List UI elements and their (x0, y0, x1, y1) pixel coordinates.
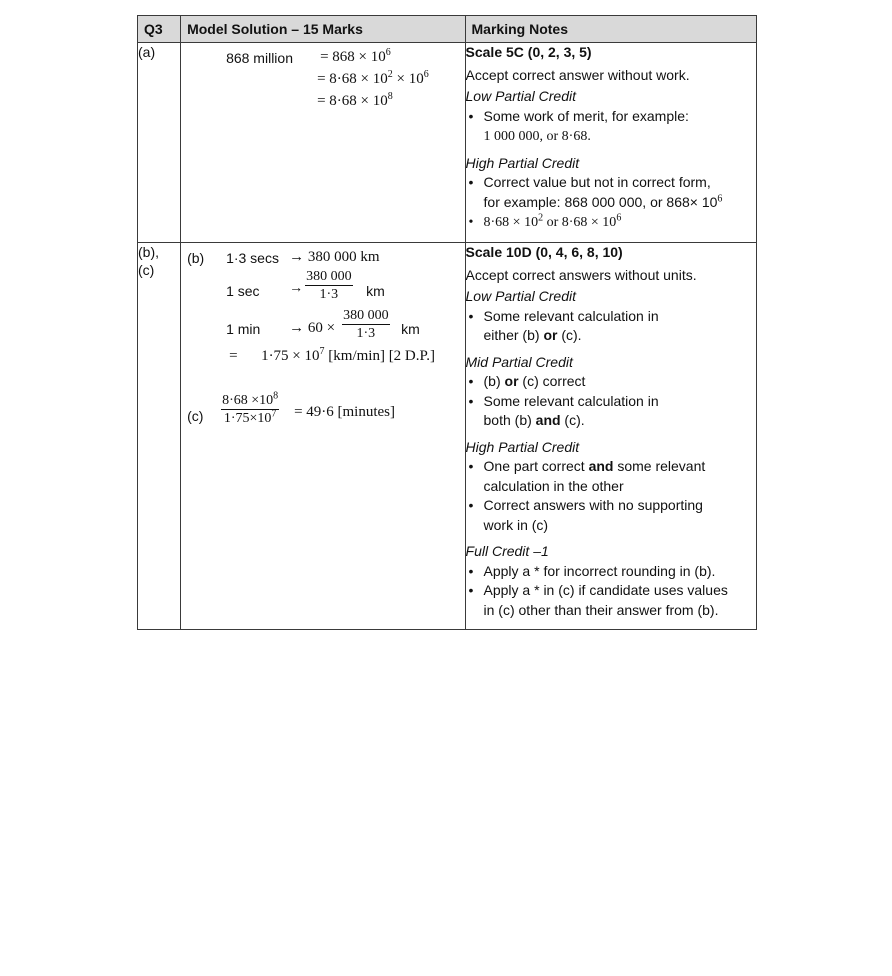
label-a: (a) (138, 43, 181, 243)
c-fraction: $\frac{8\cdot 68 \times 10^8}{1\cdot 75\times 10^7}$ (222, 390, 279, 426)
notes-a (465, 43, 756, 243)
header-question: Q3 (138, 16, 181, 43)
low-partial-title-a: Low Partial Credit (465, 88, 577, 104)
solution-a-line2: = $8\cdot 68 \times 10^2 \times 10^6$ (317, 69, 429, 87)
list-item: • Correct answers with no supporting work in (c) (466, 496, 756, 535)
low-partial-list-a (466, 107, 756, 147)
list-item: • Some relevant calculation in either (b) or (c). (466, 307, 756, 346)
mid-partial-title-bc: Mid Partial Credit (465, 353, 573, 370)
high-partial-list-a (466, 173, 756, 233)
low-partial-title-bc: Low Partial Credit (465, 288, 577, 304)
b-line2-arrow: → (289, 281, 304, 296)
b-result: $1\cdot 75 \times 10^7$ [km/min] [2 D.P.] (261, 346, 435, 364)
label-bc: (b), (c) (138, 243, 181, 630)
solution-a-line3: = $8\cdot 68 \times 10^8$ (317, 91, 393, 109)
solution-a-line1: = $868 \times 10^6$ (320, 47, 391, 65)
scale-bc: Scale 10D (0, 4, 6, 8, 10) (465, 244, 623, 260)
row-a (138, 43, 757, 243)
list-item: • Apply a * for incorrect rounding in (b). (466, 562, 756, 582)
row-bc (138, 243, 757, 630)
scale-a: Scale 5C (0, 2, 3, 5) (465, 44, 592, 60)
list-item: • (b) or (c) correct (466, 372, 756, 392)
b-line3-fraction: $\frac{380 000}{1\cdot 3}$ (343, 308, 389, 341)
high-partial-title-a: High Partial Credit (465, 154, 580, 171)
b-line3-km: km (401, 321, 420, 337)
part-b-label: (b) (187, 250, 205, 266)
high-partial-title-bc: High Partial Credit (465, 438, 580, 455)
b-line2-km: km (366, 283, 385, 299)
lhs-868-million: 868 million (226, 50, 293, 66)
header-row (138, 16, 757, 43)
part-c-label: (c) (187, 408, 204, 424)
list-item: • Apply a * in (c) if candidate uses values in (c) other than their answer from (b). (466, 581, 756, 620)
b-line2-fraction: $\frac{380 000}{1\cdot 3}$ (306, 269, 352, 302)
mid-partial-list-bc (466, 372, 756, 431)
header-marking-notes: Marking Notes (465, 16, 756, 43)
b-line3-pre: → 60 × (289, 320, 336, 336)
full-credit-title-bc: Full Credit –1 (465, 543, 549, 559)
solution-a (181, 43, 465, 243)
list-item: • Some relevant calculation in both (b) and (c). (466, 392, 756, 431)
high-partial-list-bc (466, 457, 756, 535)
b-line1-left: 1·3 secs (226, 250, 279, 266)
marking-scheme-table (137, 15, 757, 630)
b-line3-left: 1 min (226, 321, 261, 337)
list-item: • Correct value but not in correct form, for example: 868 000 000, or $868\times 10^6$ (466, 173, 756, 213)
list-item: • One part correct and some relevant calculation in the other (466, 457, 756, 496)
list-item: • $8\cdot 68 \times 10^2$ or $8\cdot 68 \times 10^6$ (466, 213, 756, 233)
b-result-eq: = (229, 348, 238, 364)
solution-bc (181, 243, 465, 630)
low-partial-list-bc (466, 307, 756, 346)
list-item: • Some work of merit, for example: 1 000 000, or 8·68. (466, 107, 756, 147)
full-credit-list-bc (466, 562, 756, 621)
header-model-solution: Model Solution – 15 Marks (181, 16, 465, 43)
notes-bc (465, 243, 756, 630)
b-line2-left: 1 sec (226, 283, 260, 299)
c-result: = 49·6 [minutes] (294, 404, 396, 420)
accept-a: Accept correct answer without work. (465, 66, 690, 83)
accept-bc: Accept correct answers without units. (465, 266, 697, 283)
b-line1-right: → 380 000 km (289, 249, 380, 265)
